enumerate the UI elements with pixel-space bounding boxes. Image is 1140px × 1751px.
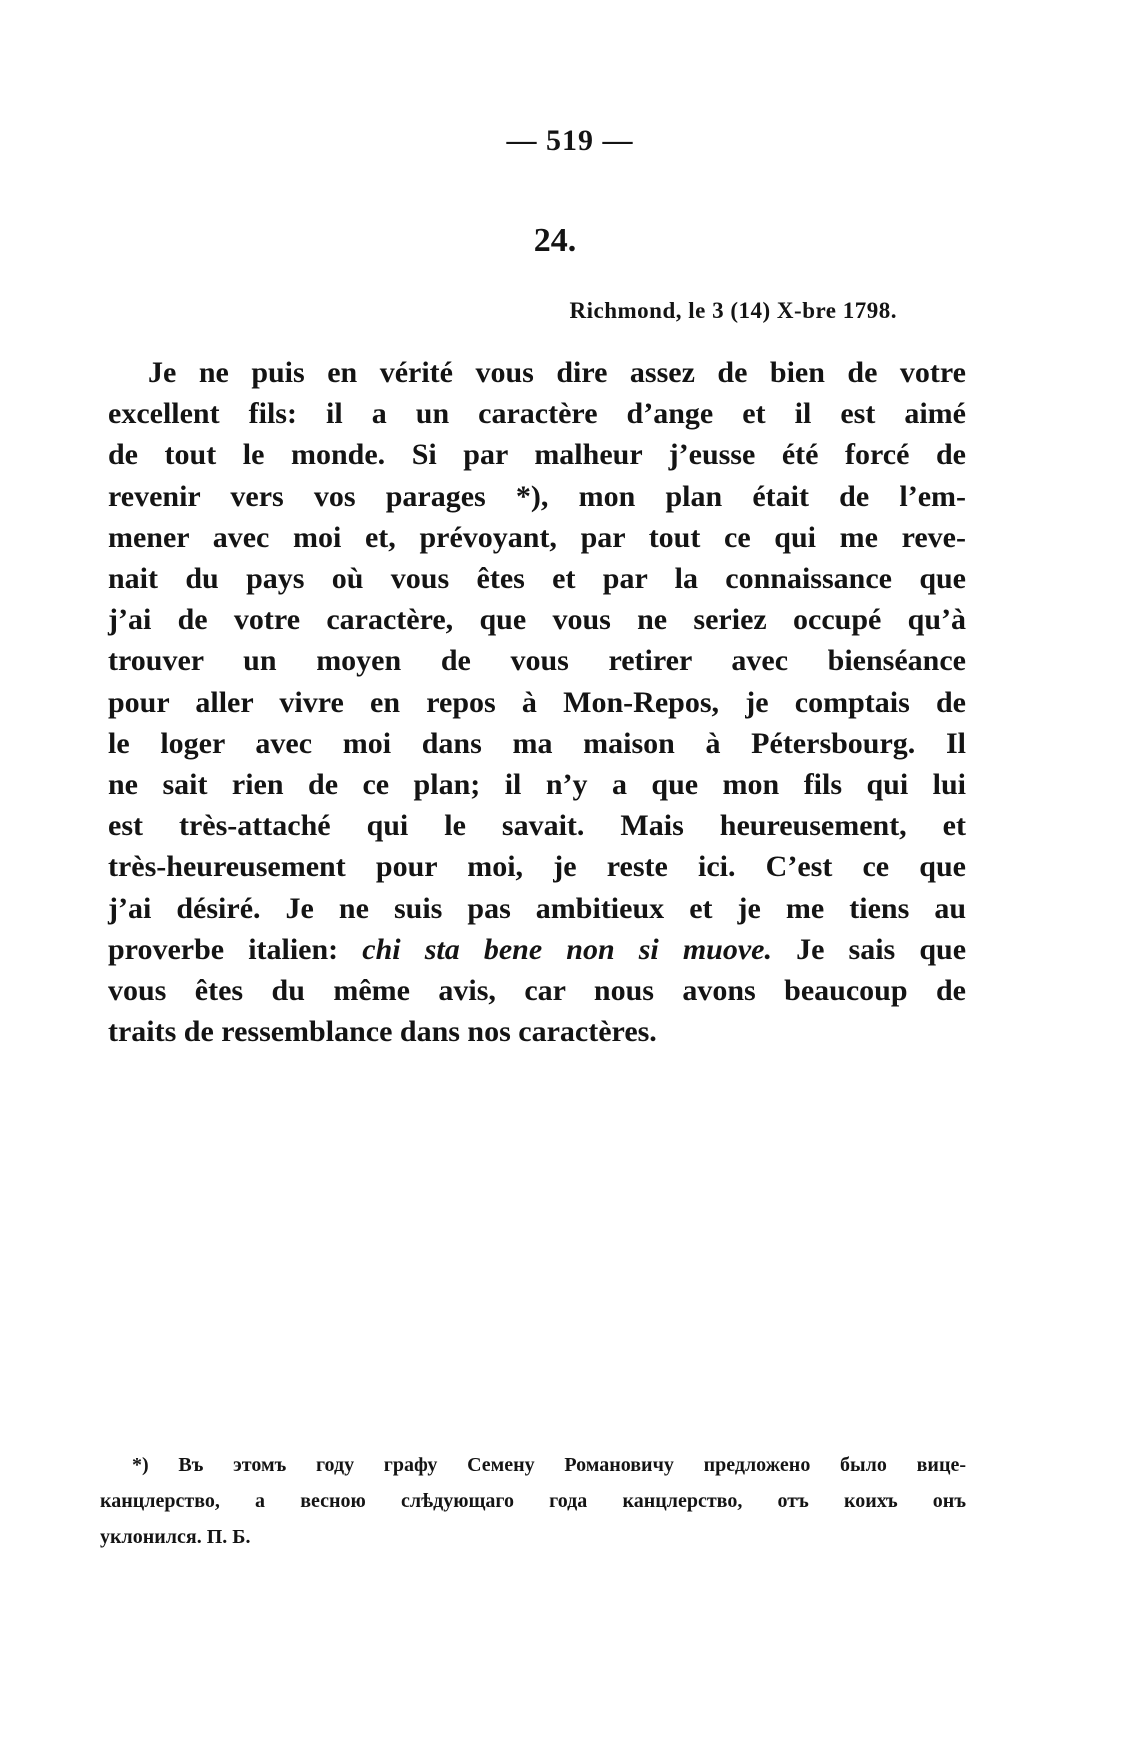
- body-line-proverb: [108, 929, 966, 970]
- body-line: traits de ressemblance dans nos caractères.: [108, 1015, 657, 1049]
- footnote: [100, 1447, 966, 1555]
- letter-number: 24.: [533, 222, 577, 259]
- footnote-line: уклонился. П. Б.: [100, 1526, 251, 1548]
- footnote-line: канцлерство, а весною слѣдующаго года канцлерство, отъ коихъ онъ: [100, 1490, 966, 1512]
- body-line: pour aller vivre en repos à Mon-Repos, je comptais de: [108, 685, 966, 719]
- body-line: j’ai de votre caractère, que vous ne seriez occupé qu’à: [108, 603, 966, 637]
- body-line: j’ai désiré. Je ne suis pas ambitieux et je me tiens au: [108, 891, 966, 925]
- body-line: très-heureusement pour moi, je reste ici. C’est ce que: [108, 850, 966, 884]
- body-line: excellent fils: il a un caractère d’ange et il est aimé: [108, 397, 966, 431]
- body-line: nait du pays où vous êtes et par la connaissance que: [108, 562, 966, 596]
- body-line: de tout le monde. Si par malheur j’eusse été forcé de: [108, 438, 966, 472]
- italian-proverb: chi sta bene non si muove.: [362, 932, 773, 966]
- letter-dateline: Richmond, le 3 (14) X-bre 1798.: [569, 298, 897, 323]
- body-line: est très-attaché qui le savait. Mais heureusement, et: [108, 809, 966, 843]
- proverb-outro: Je sais que: [796, 932, 967, 966]
- body-line: vous êtes du même avis, car nous avons beaucoup de: [108, 974, 966, 1008]
- proverb-intro: proverbe italien:: [108, 932, 339, 966]
- body-line: Je ne puis en vérité vous dire assez de bien de votre: [148, 356, 966, 389]
- body-line: mener avec moi et, prévoyant, par tout ce qui me reve-: [108, 520, 966, 554]
- footnote-line: *) Въ этомъ году графу Семену Романовичу предложено было вице-: [132, 1454, 966, 1476]
- page-number: — 519 —: [506, 124, 634, 157]
- body-line: revenir vers vos parages *), mon plan était de l’em-: [108, 479, 966, 513]
- body-line: trouver un moyen de vous retirer avec bienséance: [108, 644, 966, 678]
- body-line: le loger avec moi dans ma maison à Pétersbourg. Il: [108, 726, 966, 760]
- body-line: ne sait rien de ce plan; il n’y a que mon fils qui lui: [108, 768, 966, 802]
- letter-body: [108, 352, 966, 1052]
